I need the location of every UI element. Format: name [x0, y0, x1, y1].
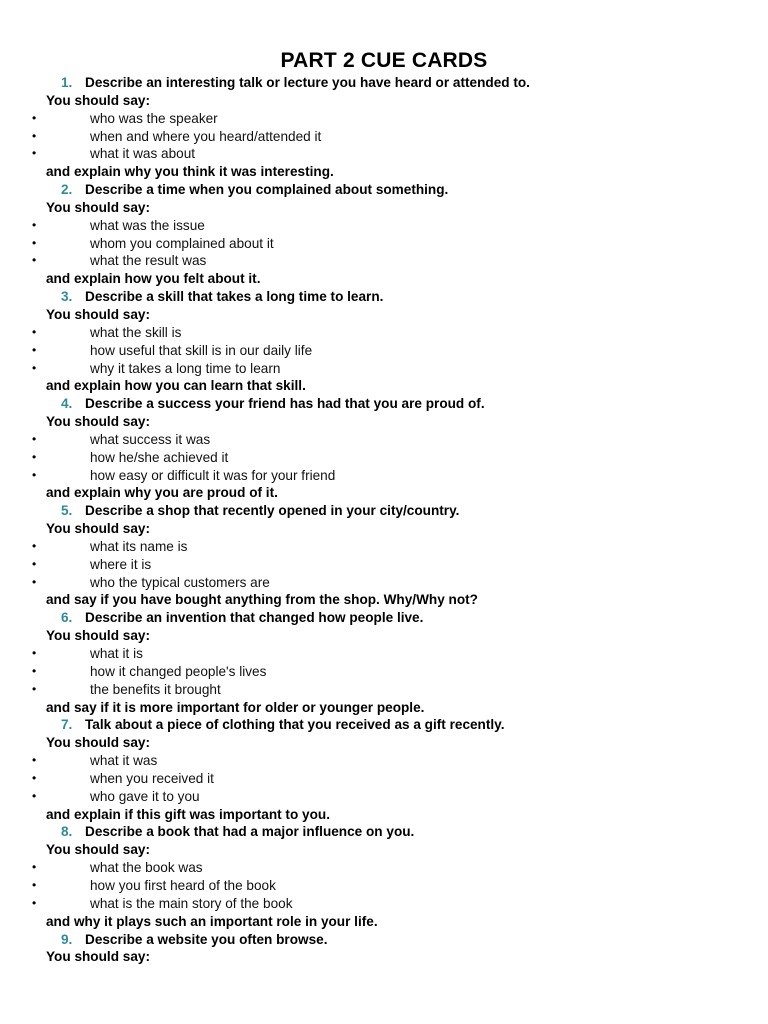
bullet-item — [0, 752, 768, 770]
question-text: Describe a book that had a major influence on you. — [85, 824, 415, 840]
prompt-text: You should say: — [46, 306, 150, 322]
bullet-text: what the book was — [90, 860, 203, 876]
question-number: 5. — [61, 503, 73, 519]
you-should-say-prompt — [0, 627, 768, 645]
bullet-item — [0, 467, 768, 485]
question-number: 2. — [61, 182, 73, 198]
you-should-say-prompt — [0, 306, 768, 324]
bullet-dot-icon: • — [32, 431, 37, 446]
bullet-dot-icon: • — [32, 449, 37, 464]
bullet-text: what its name is — [90, 538, 188, 554]
bullet-dot-icon: • — [32, 860, 37, 875]
bullet-text: what is the main story of the book — [90, 895, 293, 911]
closing-text: and explain how you can learn that skill. — [46, 378, 306, 394]
bullet-dot-icon: • — [32, 146, 37, 161]
question-number: 8. — [61, 824, 73, 840]
you-should-say-prompt — [0, 199, 768, 217]
question-number: 3. — [61, 289, 73, 305]
bullet-dot-icon: • — [32, 681, 37, 696]
bullet-dot-icon: • — [32, 646, 37, 660]
prompt-text: You should say: — [46, 735, 150, 751]
bullet-text: what it is — [90, 646, 143, 661]
bullet-dot-icon: • — [32, 253, 37, 268]
bullet-text: how it changed people's lives — [90, 663, 267, 679]
prompt-text: You should say: — [46, 92, 150, 108]
bullet-item — [0, 770, 768, 788]
cue-card-question — [0, 181, 768, 199]
bullet-text: how he/she achieved it — [90, 449, 229, 465]
bullet-item — [0, 145, 768, 163]
closing-instruction — [0, 913, 768, 931]
question-number: 9. — [61, 931, 73, 947]
you-should-say-prompt — [0, 734, 768, 752]
bullet-dot-icon: • — [32, 877, 37, 892]
bullet-text: how useful that skill is in our daily life — [90, 342, 313, 358]
question-text: Describe an interesting talk or lecture you have heard or attended to. — [85, 75, 530, 90]
bullet-item — [0, 859, 768, 877]
closing-instruction — [0, 270, 768, 288]
closing-text: and explain if this gift was important to you. — [46, 806, 330, 822]
bullet-dot-icon: • — [32, 342, 37, 357]
you-should-say-prompt — [0, 841, 768, 859]
prompt-text: You should say: — [46, 949, 150, 965]
bullet-text: what the skill is — [90, 324, 182, 340]
closing-text: and say if it is more important for older or younger people. — [46, 699, 425, 715]
page-title: PART 2 CUE CARDS — [280, 49, 488, 72]
prompt-text: You should say: — [46, 628, 150, 644]
bullet-dot-icon: • — [32, 217, 37, 232]
closing-instruction — [0, 591, 768, 609]
bullet-item — [0, 110, 768, 128]
bullet-item — [0, 877, 768, 895]
question-text: Describe a success your friend has had that you are proud of. — [85, 396, 485, 412]
closing-instruction — [0, 699, 768, 717]
bullet-text: when and where you heard/attended it — [90, 128, 322, 144]
bullet-item — [0, 663, 768, 681]
cue-card-question — [0, 74, 768, 92]
cue-card-question — [0, 288, 768, 306]
bullet-item — [0, 217, 768, 235]
bullet-item — [0, 128, 768, 146]
cue-card-question — [0, 931, 768, 949]
bullet-item — [0, 574, 768, 592]
bullet-dot-icon: • — [32, 788, 37, 803]
bullet-dot-icon: • — [32, 574, 37, 589]
bullet-item — [0, 449, 768, 467]
bullet-text: what success it was — [90, 431, 211, 447]
you-should-say-prompt — [0, 520, 768, 538]
bullet-text: who was the speaker — [90, 110, 218, 126]
cue-card-question — [0, 823, 768, 841]
cue-card-question — [0, 716, 768, 734]
question-number: 6. — [61, 610, 73, 626]
bullet-text: what the result was — [90, 253, 207, 269]
closing-text: and explain how you felt about it. — [46, 271, 261, 287]
question-text: Describe an invention that changed how people live. — [85, 610, 424, 626]
cue-card-list — [0, 74, 768, 966]
prompt-text: You should say: — [46, 414, 150, 430]
bullet-text: what was the issue — [90, 217, 205, 233]
bullet-text: why it takes a long time to learn — [90, 360, 281, 376]
cue-card-question — [0, 395, 768, 413]
you-should-say-prompt — [0, 948, 768, 966]
bullet-item — [0, 556, 768, 574]
bullet-dot-icon: • — [32, 538, 37, 553]
bullet-text: the benefits it brought — [90, 681, 221, 697]
bullet-text: when you received it — [90, 770, 214, 786]
bullet-dot-icon: • — [32, 753, 37, 768]
closing-text: and why it plays such an important role in your life. — [46, 913, 378, 929]
question-number: 1. — [61, 75, 73, 90]
closing-text: and explain why you think it was interesting. — [46, 164, 334, 180]
bullet-text: how you first heard of the book — [90, 877, 276, 893]
bullet-item — [0, 645, 768, 663]
bullet-dot-icon: • — [32, 895, 37, 910]
bullet-item — [0, 324, 768, 342]
bullet-text: where it is — [90, 556, 152, 572]
bullet-dot-icon: • — [32, 556, 37, 571]
bullet-dot-icon: • — [32, 110, 37, 125]
question-text: Describe a skill that takes a long time to learn. — [85, 289, 384, 305]
closing-text: and explain why you are proud of it. — [46, 485, 278, 501]
closing-instruction — [0, 806, 768, 824]
bullet-text: whom you complained about it — [90, 235, 274, 251]
bullet-text: what it was about — [90, 146, 196, 162]
bullet-dot-icon: • — [32, 324, 37, 339]
closing-text: and say if you have bought anything from the shop. Why/Why not? — [46, 592, 478, 608]
bullet-text: who the typical customers are — [90, 574, 270, 590]
bullet-item — [0, 342, 768, 360]
prompt-text: You should say: — [46, 521, 150, 537]
you-should-say-prompt — [0, 413, 768, 431]
prompt-text: You should say: — [46, 842, 150, 858]
question-text: Talk about a piece of clothing that you received as a gift recently. — [85, 717, 505, 733]
bullet-dot-icon: • — [32, 663, 37, 678]
closing-instruction — [0, 163, 768, 181]
question-number: 7. — [61, 717, 73, 733]
bullet-item — [0, 360, 768, 378]
bullet-item — [0, 788, 768, 806]
bullet-dot-icon: • — [32, 770, 37, 785]
bullet-dot-icon: • — [32, 235, 37, 250]
bullet-text: who gave it to you — [90, 788, 200, 804]
bullet-dot-icon: • — [32, 128, 37, 143]
bullet-item — [0, 895, 768, 913]
bullet-item — [0, 235, 768, 253]
bullet-text: what it was — [90, 753, 158, 769]
question-text: Describe a website you often browse. — [85, 931, 328, 947]
cue-card-question — [0, 502, 768, 520]
bullet-dot-icon: • — [32, 467, 37, 482]
bullet-item — [0, 252, 768, 270]
you-should-say-prompt — [0, 92, 768, 110]
closing-instruction — [0, 484, 768, 502]
prompt-text: You should say: — [46, 199, 150, 215]
bullet-item — [0, 681, 768, 699]
cue-card-question — [0, 609, 768, 627]
question-text: Describe a shop that recently opened in your city/country. — [85, 503, 460, 519]
closing-instruction — [0, 377, 768, 395]
bullet-text: how easy or difficult it was for your friend — [90, 467, 336, 483]
question-text: Describe a time when you complained about something. — [85, 182, 449, 198]
bullet-dot-icon: • — [32, 360, 37, 375]
bullet-item — [0, 431, 768, 449]
bullet-item — [0, 538, 768, 556]
question-number: 4. — [61, 396, 73, 412]
